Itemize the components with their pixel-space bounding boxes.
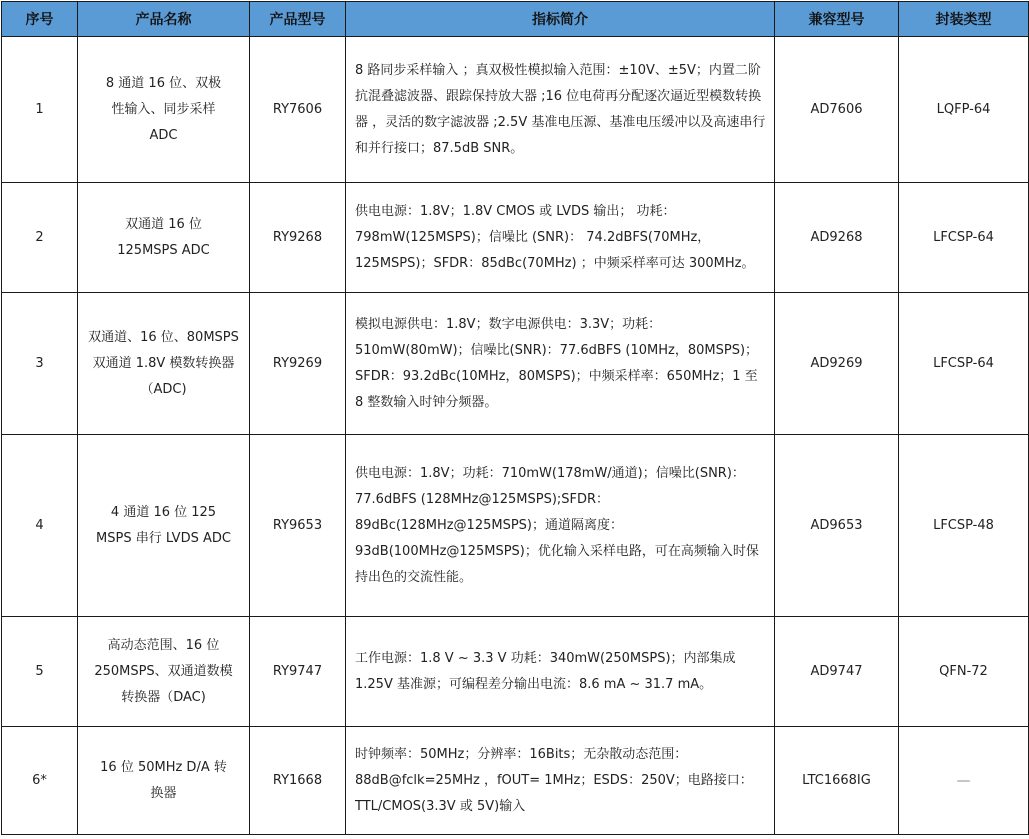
cell-spec-summary: 8 路同步采样输入 ；真双极性模拟输入范围：±10V、±5V；内置二阶抗混叠滤波器、跟踪保持放大器 ;16 位电荷再分配逐次逼近型模数转换器 ，灵活的数字滤波器 ;2.5V 基准电压源、基准电压缓冲以及高速串行和并行接口；87.5dB SNR。	[346, 37, 775, 183]
cell-spec-summary: 供电电源：1.8V；功耗：710mW(178mW/通道)；信噪比(SNR)：77.6dBFS (128MHz@125MSPS);SFDR：89dBc(128MHz@125MSPS)；通道隔离度：93dB(100MHz@125MSPS)；优化输入采样电路，可在高频输入时保持出色的交流性能。	[346, 435, 775, 617]
cell-spec-summary: 时钟频率：50MHz；分辨率：16Bits；无杂散动态范围：88dB@fclk=25MHz ，fOUT= 1MHz；ESDS：250V；电路接口：TTL/CMOS(3.3V 或 5V)输入	[346, 727, 775, 835]
cell-product-name: 高动态范围、16 位 250MSPS、双通道数模转换器（DAC)	[78, 617, 250, 727]
table-row	[2, 617, 1029, 727]
table-header-row	[2, 2, 1029, 37]
cell-no: 3	[2, 293, 78, 435]
cell-model: RY9653	[250, 435, 346, 617]
header-product-name: 产品名称	[78, 2, 250, 37]
table-row	[2, 183, 1029, 293]
cell-compatible-model: AD9269	[775, 293, 899, 435]
cell-package-type: LFCSP-64	[899, 293, 1029, 435]
cell-no: 1	[2, 37, 78, 183]
cell-model: RY9269	[250, 293, 346, 435]
cell-product-name: 16 位 50MHz D/A 转换器	[78, 727, 250, 835]
cell-compatible-model: AD9747	[775, 617, 899, 727]
cell-no: 5	[2, 617, 78, 727]
product-table	[1, 1, 1029, 835]
table-row	[2, 37, 1029, 183]
table-row	[2, 435, 1029, 617]
header-no: 序号	[2, 2, 78, 37]
cell-compatible-model: AD9653	[775, 435, 899, 617]
header-model: 产品型号	[250, 2, 346, 37]
cell-package-type: LQFP-64	[899, 37, 1029, 183]
cell-no: 2	[2, 183, 78, 293]
cell-product-name: 4 通道 16 位 125 MSPS 串行 LVDS ADC	[78, 435, 250, 617]
cell-product-name: 8 通道 16 位、双极性输入、同步采样 ADC	[78, 37, 250, 183]
cell-model: RY9268	[250, 183, 346, 293]
table-row	[2, 727, 1029, 835]
cell-model: RY1668	[250, 727, 346, 835]
cell-model: RY9747	[250, 617, 346, 727]
header-spec-summary: 指标简介	[346, 2, 775, 37]
cell-compatible-model: AD7606	[775, 37, 899, 183]
cell-package-type: LFCSP-64	[899, 183, 1029, 293]
table-row	[2, 293, 1029, 435]
cell-package-type: —	[899, 727, 1029, 835]
cell-product-name: 双通道 16 位 125MSPS ADC	[78, 183, 250, 293]
cell-no: 6*	[2, 727, 78, 835]
cell-package-type: QFN-72	[899, 617, 1029, 727]
cell-package-type: LFCSP-48	[899, 435, 1029, 617]
cell-no: 4	[2, 435, 78, 617]
header-package-type: 封装类型	[899, 2, 1029, 37]
header-compatible-model: 兼容型号	[775, 2, 899, 37]
cell-spec-summary: 模拟电源供电：1.8V；数字电源供电：3.3V；功耗：510mW(80mW)；信噪比(SNR)：77.6dBFS (10MHz，80MSPS)；SFDR：93.2dBc(10MHz，80MSPS)；中频采样率：650MHz；1 至 8 整数输入时钟分频器。	[346, 293, 775, 435]
cell-compatible-model: AD9268	[775, 183, 899, 293]
cell-compatible-model: LTC1668IG	[775, 727, 899, 835]
cell-model: RY7606	[250, 37, 346, 183]
cell-spec-summary: 工作电源：1.8 V ~ 3.3 V 功耗：340mW(250MSPS)；内部集成 1.25V 基准源；可编程差分输出电流：8.6 mA ~ 31.7 mA。	[346, 617, 775, 727]
cell-product-name: 双通道、16 位、80MSPS 双通道 1.8V 模数转换器（ADC)	[78, 293, 250, 435]
cell-spec-summary: 供电电源：1.8V；1.8V CMOS 或 LVDS 输出； 功耗：798mW(125MSPS)；信噪比 (SNR)： 74.2dBFS(70MHz，125MSPS)；SFDR：85dBc(70MHz) ；中频采样率可达 300MHz。	[346, 183, 775, 293]
